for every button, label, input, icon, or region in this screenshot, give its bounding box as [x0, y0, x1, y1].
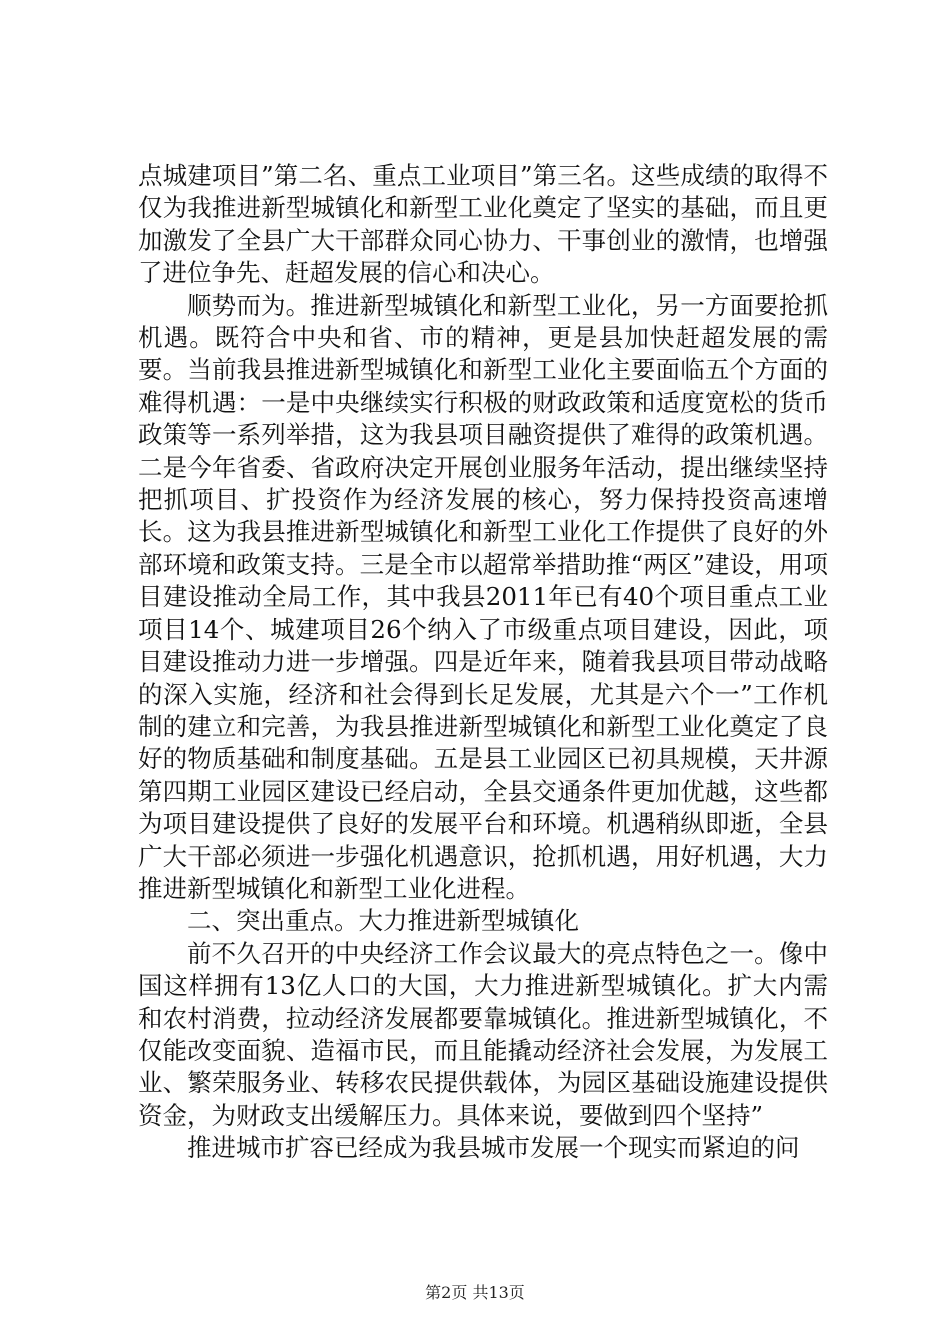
paragraph-continuation: 点城建项目”第二名、重点工业项目”第三名。这些成绩的取得不仅为我推进新型城镇化和新型工业化奠定了坚实的基础，而且更加激发了全县广大干部群众同心协力、干事创业的激情，也增强了进位争先、赶超发展的信心和决心。 [138, 161, 828, 288]
page-footer: 第2页 共13页 [425, 1283, 525, 1302]
body-text [138, 160, 828, 1165]
paragraph-opportunities: 顺势而为。推进新型城镇化和新型工业化，另一方面要抢抓机遇。既符合中央和省、市的精神，更是县加快赶超发展的需要。当前我县推进新型城镇化和新型工业化主要面临五个方面的难得机遇：一是中央继续实行积极的财政政策和适度宽松的货币政策等一系列举措，这为我县项目融资提供了难得的政策机遇。二是今年省委、省政府决定开展创业服务年活动，提出继续坚持把抓项目、扩投资作为经济发展的核心，努力保持投资高速增长。这为我县推进新型城镇化和新型工业化工作提供了良好的外部环境和政策支持。三是全市以超常举措助推“两区”建设，用项目建设推动全局工作，其中我县2011年已有40个项目重点工业项目14个、城建项目26个纳入了市级重点项目建设，因此，项目建设推动力进一步增强。四是近年来，随着我县项目带动战略的深入实施，经济和社会得到长足发展，尤其是六个一”工作机制的建立和完善，为我县推进新型城镇化和新型工业化奠定了良好的物质基础和制度基础。五是县工业园区已初具规模，天井源第四期工业园区建设已经启动，全县交通条件更加优越，这些都为项目建设提供了良好的发展平台和环境。机遇稍纵即逝，全县广大干部必须进一步强化机遇意识，抢抓机遇，用好机遇，大力推进新型城镇化和新型工业化进程。 [138, 290, 828, 903]
paragraph-urbanization: 前不久召开的中央经济工作会议最大的亮点特色之一。像中国这样拥有13亿人口的大国，大力推进新型城镇化。扩大内需和农村消费，拉动经济发展都要靠城镇化。推进新型城镇化，不仅能改变面貌、造福市民，而且能撬动经济社会发展，为发展工业、繁荣服务业、转移农民提供载体，为园区基础设施建设提供资金，为财政支出缓解压力。具体来说，要做到四个坚持” [138, 938, 828, 1130]
section-heading: 二、突出重点。大力推进新型城镇化 [187, 906, 579, 936]
paragraph-city-expansion: 推进城市扩容已经成为我县城市发展一个现实而紧迫的问 [187, 1133, 800, 1163]
